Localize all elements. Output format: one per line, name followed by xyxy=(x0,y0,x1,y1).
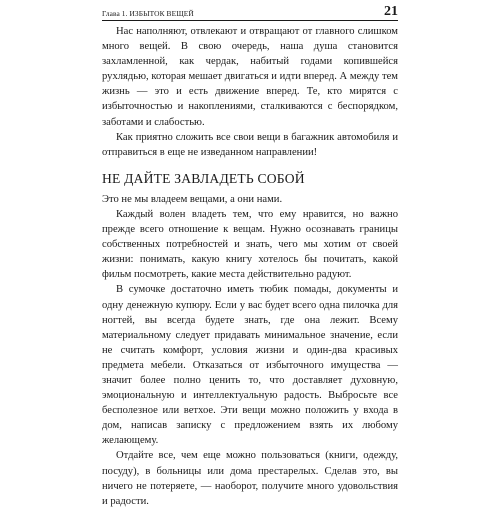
running-header xyxy=(102,4,398,21)
paragraph: В сумочке достаточно иметь тюбик помады, документы и одну денежную купюру. Если у вас будет всего одна пилочка для ногтей, вы всегда будете знать, где она лежит. Всему материальному следует придавать минимальное значение, если не считать комфорт, условия жизни и один-два красивых предмета мебели. Отказаться от избыточного имущества — значит более полно ценить то, что доставляет духовную, эмоциональную и интеллектуальную радость. Выбросьте все бесполезное или ветхое. Эти вещи можно положить у входа в дом, написав записку с предложением взять их любому желающему. xyxy=(102,284,398,447)
paragraph: Нас наполняют, отвлекают и отвращают от главного слишком много вещей. В свою очередь, наша душа становится захламленной, как чердак, набитый годами копившейся рухлядью, которая мешает двигаться и идти вперед. А между тем жизнь — это и есть движение вперед. Те, кто мирятся с избыточностью и накоплениями, сталкиваются с беспорядком, заботами и слабостью. xyxy=(102,26,398,128)
chapter-title: Глава 1. ИЗБЫТОК ВЕЩЕЙ xyxy=(102,9,194,18)
section-lead: Это не мы владеем вещами, а они нами. xyxy=(102,193,283,205)
paragraph: Отдайте все, чем еще можно пользоваться (книги, одежду, посуду), в больницы или дома престарелых. Сделав это, вы ничего не потеряете, — наоборот, получите много удовольствия и радости. xyxy=(102,450,398,507)
section-heading: НЕ ДАЙТЕ ЗАВЛАДЕТЬ СОБОЙ xyxy=(102,170,305,186)
page-number: 21 xyxy=(384,4,398,19)
paragraph: Каждый волен владеть тем, что ему нравится, но важно прежде всего отношение к вещам. Нужно осознавать границы собственных потребностей и знать, чего мы хотим от своей жизни: понимать, какую книгу хотелось бы почитать, какой фильм посмотреть, какие места действительно радуют. xyxy=(102,208,398,281)
body-text xyxy=(102,24,398,509)
paragraph: Как приятно сложить все свои вещи в багажник автомобиля и отправиться в еще не изведанном направлении! xyxy=(102,131,398,158)
